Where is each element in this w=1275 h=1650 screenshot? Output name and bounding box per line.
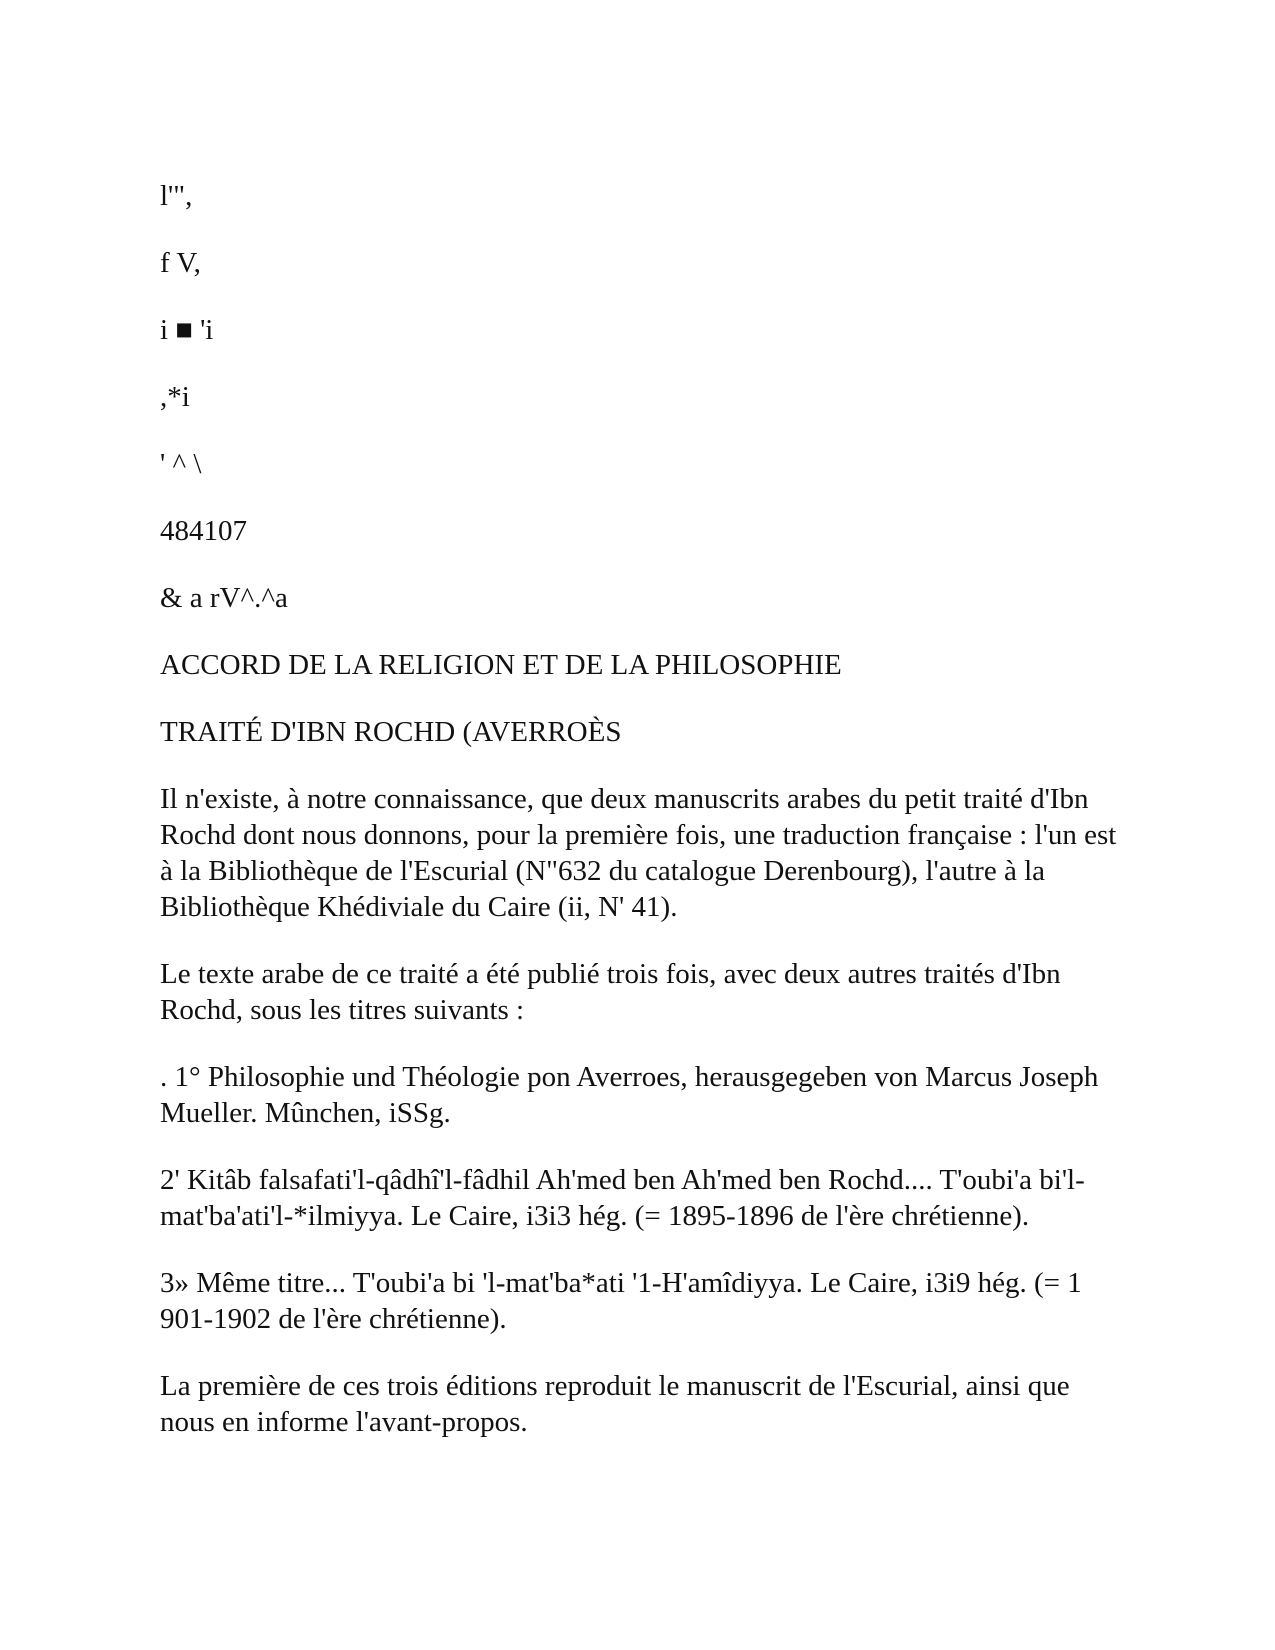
paragraph-conclusion: La première de ces trois éditions reproduit le manuscrit de l'Escurial, ainsi que nous en informe l'avant-propos. [160,1370,1070,1438]
ocr-line-1: l'", [160,180,193,212]
page-content [160,178,1120,1471]
catalog-number: 484107 [160,515,247,547]
document-subtitle: TRAITÉ D'IBN ROCHD (AVERROÈS [160,716,622,748]
paragraph-editions: Le texte arabe de ce traité a été publié trois fois, avec deux autres traités d'Ibn Rochd, sous les titres suivants : [160,958,1061,1026]
ocr-line-4: ,*i [160,381,190,413]
ocr-line-3: i ■ 'i [160,314,214,346]
ocr-line-7: & a rV^.^a [160,582,288,614]
ocr-line-2: f V, [160,247,201,279]
paragraph-edition-2: 2' Kitâb falsafati'l-qâdhî'l-fâdhil Ah'med ben Ah'med ben Rochd.... T'oubi'a bi'l-mat'ba'ati'l-*ilmiyya. Le Caire, i3i3 hég. (= 1895-1896 de l'ère chrétienne). [160,1164,1085,1232]
paragraph-edition-1: . 1° Philosophie und Théologie pon Averroes, herausgegeben von Marcus Joseph Mueller. Mûnchen, iSSg. [160,1061,1099,1129]
paragraph-edition-3: 3» Même titre... T'oubi'a bi 'l-mat'ba*ati '1-H'amîdiyya. Le Caire, i3i9 hég. (= 1 901-1902 de l'ère chrétienne). [160,1267,1082,1335]
paragraph-intro: Il n'existe, à notre connaissance, que deux manuscrits arabes du petit traité d'Ibn Rochd dont nous donnons, pour la première fois, une traduction française : l'un est à la Bibliothèque de l'Escurial (N"632 du catalogue Derenbourg), l'autre à la Bibliothèque Khédiviale du Caire (ii, N' 41). [160,783,1117,923]
ocr-line-5: ' ^ \ [160,448,202,480]
document-title: ACCORD DE LA RELIGION ET DE LA PHILOSOPHIE [160,649,842,681]
